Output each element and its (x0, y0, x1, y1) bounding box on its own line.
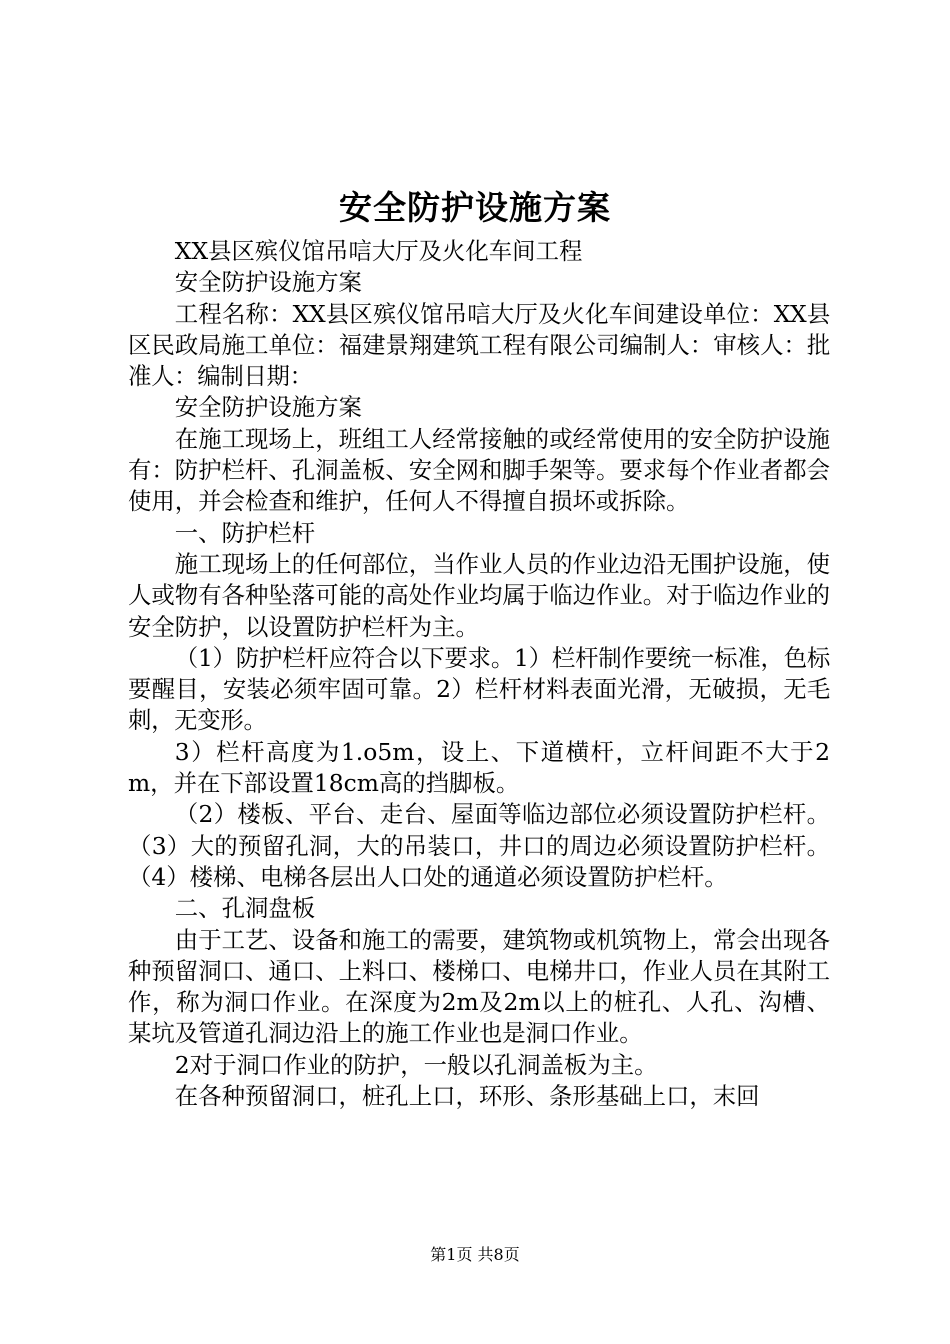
section-heading-hole-covers: 二、孔洞盘板 (174, 894, 316, 923)
paragraph-railings-req-3: 3）栏杆高度为1.o5m，设上、下道横杆，立杆间距不大于2m，并在下部设置18cm高的挡脚板。 (128, 737, 830, 798)
document-body (128, 236, 830, 1112)
page-footer: 第1页 共8页 (430, 1245, 520, 1264)
paragraph-hole-covers-protection: 2对于洞口作业的防护，一般以孔洞盖板为主。 (174, 1050, 658, 1079)
paragraph-project-info: 工程名称：XX县区殡仪馆吊唁大厅及火化车间建设单位：XX县区民政局施工单位：福建景翔建筑工程有限公司编制人：审核人：批准人：编制日期： (128, 299, 830, 391)
paragraph-railings-req-locations: （2）楼板、平台、走台、屋面等临边部位必须设置防护栏杆。（3）大的预留孔洞，大的吊装口，井口的周边必须设置防护栏杆。（4）楼梯、电梯各层出人口处的通道必须设置防护栏杆。 (128, 800, 830, 891)
paragraph-railings-req-1: （1）防护栏杆应符合以下要求。1）栏杆制作要统一标准，色标要醒目，安装必须牢固可靠。2）栏杆材料表面光滑，无破损，无毛刺，无变形。 (128, 643, 830, 735)
paragraph-hole-covers-continued: 在各种预留洞口，桩孔上口，环形、条形基础上口，末回 (174, 1082, 760, 1111)
paragraph-project-name: XX县区殡仪馆吊唁大厅及火化车间工程 (174, 237, 583, 265)
paragraph-subtitle: 安全防护设施方案 (174, 268, 362, 297)
paragraph-intro: 在施工现场上，班组工人经常接触的或经常使用的安全防护设施有：防护栏杆、孔洞盖板、安全网和脚手架等。要求每个作业者都会使用，并会检查和维护，任何人不得擅自损坏或拆除。 (128, 424, 830, 516)
paragraph-railings-desc: 施工现场上的任何部位，当作业人员的作业边沿无围护设施，使人或物有各种坠落可能的高处作业均属于临边作业。对于临边作业的安全防护，以设置防护栏杆为主。 (128, 549, 830, 641)
document-title: 安全防护设施方案 (339, 188, 611, 227)
paragraph-subtitle-repeat: 安全防护设施方案 (174, 393, 362, 422)
paragraph-hole-covers-desc: 由于工艺、设备和施工的需要，建筑物或机筑物上，常会出现各种预留洞口、通口、上料口、楼梯口、电梯井口，作业人员在其附工作，称为洞口作业。在深度为2m及2m以上的桩孔、人孔、沟槽、某坑及管道孔洞边沿上的施工作业也是洞口作业。 (128, 925, 830, 1048)
section-heading-railings: 一、防护栏杆 (174, 518, 316, 547)
